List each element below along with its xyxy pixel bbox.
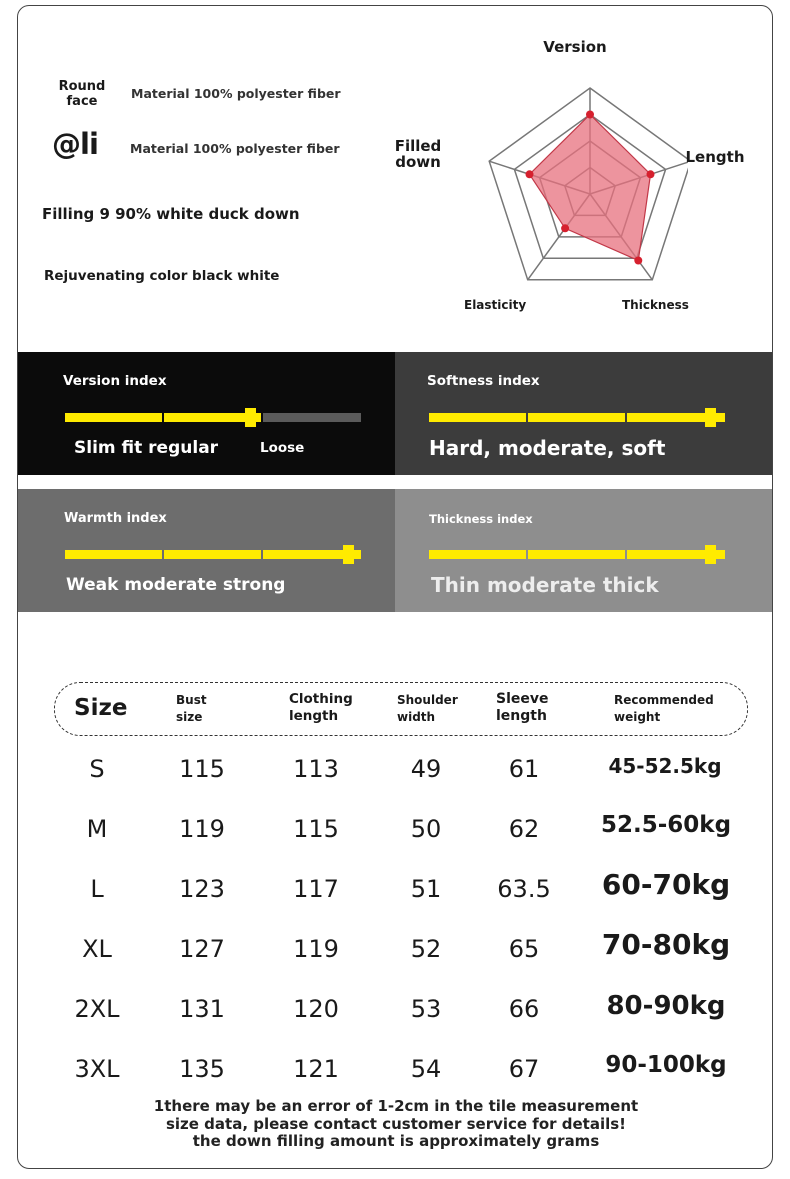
cell-sleeve: 61 — [508, 755, 540, 783]
cell-bust: 131 — [179, 995, 225, 1023]
cell-size: XL — [82, 935, 112, 963]
measurement-note — [18, 1098, 773, 1151]
radar-point-version — [586, 111, 594, 119]
cell-bust: 123 — [179, 875, 225, 903]
thickness-index-bar — [429, 550, 725, 559]
warmth-index-label: Weak moderate strong — [66, 575, 286, 595]
version-index-panel — [18, 352, 395, 475]
thickness-index-panel — [395, 489, 773, 612]
cell-shoulder: 52 — [410, 935, 442, 963]
radar-point-length — [647, 170, 655, 178]
cell-sleeve: 62 — [508, 815, 540, 843]
cell-shoulder: 54 — [410, 1055, 442, 1083]
version-index-title: Version index — [63, 373, 167, 389]
neckline-label: Round face — [58, 79, 106, 109]
softness-index-panel — [395, 352, 773, 475]
cell-shoulder: 53 — [410, 995, 442, 1023]
radar-axis-version: Version — [543, 38, 607, 56]
radar-point-filled-down — [526, 170, 534, 178]
product-detail-card — [17, 5, 773, 1169]
version-index-marker — [245, 408, 256, 427]
material-line-1: Material 100% polyester fiber — [131, 86, 341, 101]
softness-index-title: Softness index — [427, 373, 540, 389]
version-index-high-label: Loose — [260, 440, 305, 456]
size-table-header — [54, 682, 748, 736]
radar-axis-length: Length — [685, 148, 745, 166]
warmth-index-panel — [18, 489, 395, 612]
cell-shoulder: 49 — [410, 755, 442, 783]
cell-bust: 119 — [179, 815, 225, 843]
softness-index-label: Hard, moderate, soft — [429, 436, 666, 460]
cell-sleeve: 66 — [508, 995, 540, 1023]
radar-point-elasticity — [561, 224, 569, 232]
cell-shoulder: 50 — [410, 815, 442, 843]
cell-length: 120 — [293, 995, 339, 1023]
radar-chart — [458, 66, 688, 296]
cell-size: S — [89, 755, 105, 783]
radar-area — [530, 115, 651, 261]
note-line-3: the down filling amount is approximately grams — [192, 1132, 600, 1150]
header-weight: Recommended weight — [614, 693, 714, 724]
cell-size: L — [90, 875, 104, 903]
cell-length: 113 — [293, 755, 339, 783]
radar-axis-elasticity: Elasticity — [464, 298, 527, 312]
brand-logo: @li — [52, 127, 98, 161]
cell-length: 119 — [293, 935, 339, 963]
filling-line: Filling 9 90% white duck down — [42, 205, 300, 223]
header-bust: Bust size — [176, 693, 207, 724]
cell-sleeve: 63.5 — [497, 875, 551, 903]
cell-weight: 90-100kg — [605, 1052, 727, 1078]
softness-index-bar — [429, 413, 725, 422]
radar-point-thickness — [634, 257, 642, 265]
thickness-index-title: Thickness index — [429, 512, 533, 526]
cell-sleeve: 65 — [508, 935, 540, 963]
thickness-index-label: Thin moderate thick — [431, 573, 659, 597]
warmth-index-bar — [65, 550, 361, 559]
softness-index-marker — [705, 408, 716, 427]
cell-weight: 45-52.5kg — [608, 754, 722, 778]
radar-axis-thickness: Thickness — [622, 298, 689, 312]
header-sleeve: Sleeve length — [496, 691, 549, 724]
cell-weight: 80-90kg — [606, 991, 726, 1021]
color-line: Rejuvenating color black white — [44, 268, 280, 284]
note-line-2: size data, please contact customer service for details! — [165, 1114, 627, 1133]
warmth-index-title: Warmth index — [64, 511, 167, 526]
header-clothing-length: Clothing length — [289, 691, 353, 724]
cell-bust: 115 — [179, 755, 225, 783]
cell-weight: 52.5-60kg — [600, 812, 732, 838]
cell-size: 3XL — [74, 1055, 120, 1083]
version-index-bar — [65, 413, 361, 422]
cell-shoulder: 51 — [410, 875, 442, 903]
cell-weight: 60-70kg — [601, 868, 731, 901]
radar-axis-filled-down: Filled down — [394, 137, 442, 171]
cell-sleeve: 67 — [508, 1055, 540, 1083]
version-index-low-label: Slim fit regular — [74, 438, 219, 458]
material-line-2: Material 100% polyester fiber — [130, 141, 340, 156]
thickness-index-marker — [705, 545, 716, 564]
warmth-index-marker — [343, 545, 354, 564]
cell-size: M — [86, 815, 108, 843]
cell-bust: 127 — [179, 935, 225, 963]
cell-length: 115 — [293, 815, 339, 843]
cell-bust: 135 — [179, 1055, 225, 1083]
cell-length: 117 — [293, 875, 339, 903]
header-size: Size — [74, 695, 128, 721]
note-line-1: 1there may be an error of 1-2cm in the tile measurement — [153, 1097, 639, 1115]
header-shoulder: Shoulder width — [397, 693, 458, 724]
cell-size: 2XL — [74, 995, 120, 1023]
cell-length: 121 — [293, 1055, 339, 1083]
cell-weight: 70-80kg — [601, 928, 731, 961]
